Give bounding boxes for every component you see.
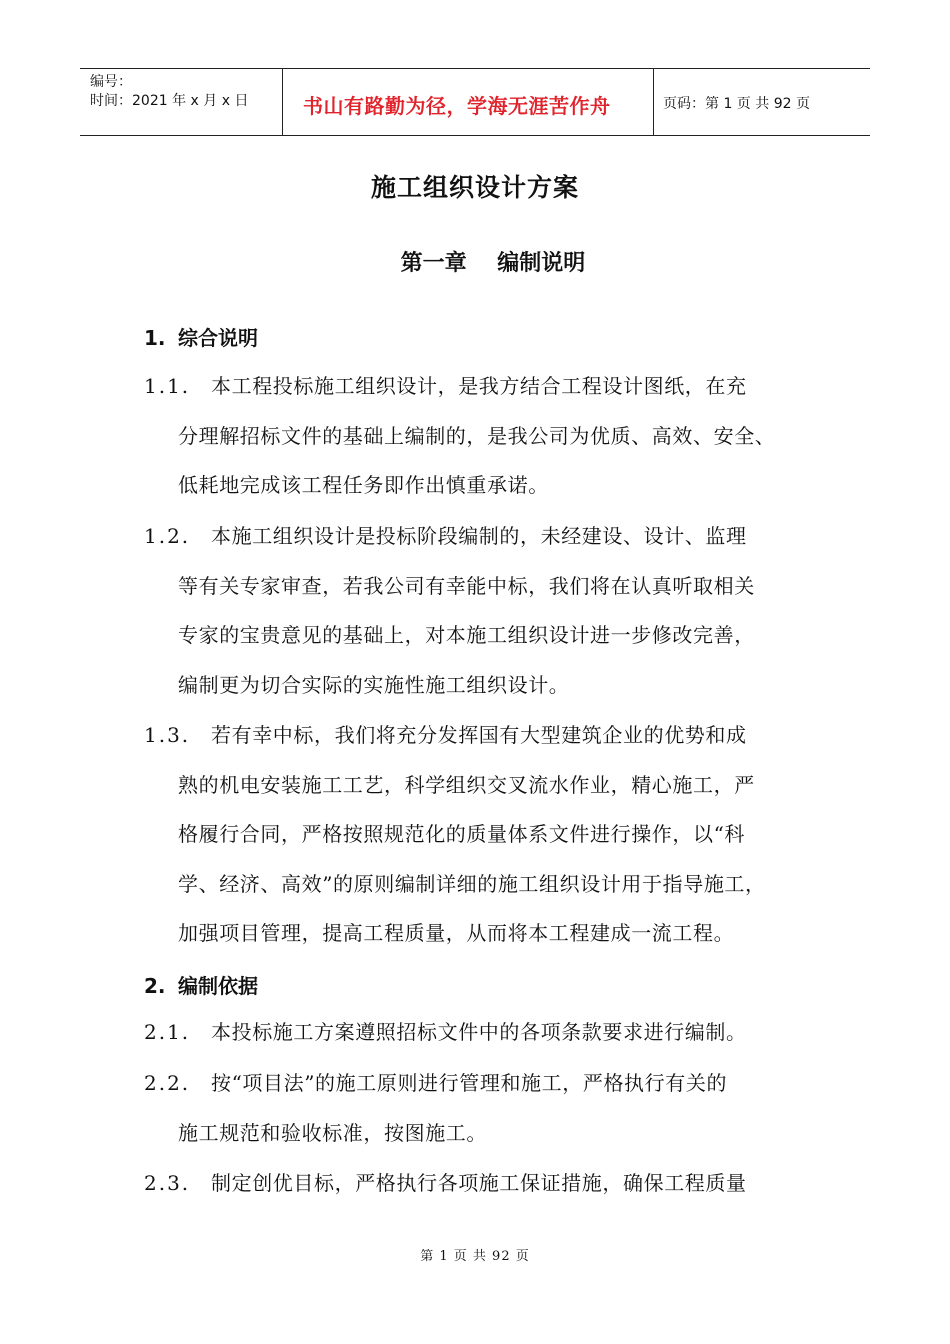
paragraph-line: 制定创优目标，严格执行各项施工保证措施，确保工程质量	[211, 1171, 747, 1195]
section-title: 编制依据	[178, 974, 258, 998]
header-page-info: 页码：第 1 页 共 92 页	[663, 96, 810, 112]
paragraph-line: 施工规范和验收标准，按图施工。	[178, 1120, 487, 1145]
paragraph-line: 按“项目法”的施工原则进行管理和施工，严格执行有关的	[211, 1071, 728, 1095]
paragraph-line: 本施工组织设计是投标阶段编制的，未经建设、设计、监理	[211, 524, 747, 548]
paragraph	[144, 711, 844, 959]
paragraph-line: 专家的宝贵意见的基础上，对本施工组织设计进一步修改完善，	[178, 623, 755, 647]
paragraph-line: 本投标施工方案遵照招标文件中的各项条款要求进行编制。	[211, 1020, 747, 1044]
section-number: 2.	[144, 974, 166, 998]
document-title: 施工组织设计方案	[370, 173, 579, 202]
paragraph-line: 编制更为切合实际的实施性施工组织设计。	[178, 672, 570, 697]
paragraph-number: 2.3.	[144, 1171, 191, 1195]
section-title: 综合说明	[178, 326, 258, 350]
paragraph-line: 熟的机电安装施工工艺，科学组织交叉流水作业，精心施工，严	[178, 772, 755, 797]
paragraph-number: 1.2.	[144, 524, 191, 548]
paragraph-line: 加强项目管理，提高工程质量，从而将本工程建成一流工程。	[178, 921, 735, 945]
paragraph-number: 2.1.	[144, 1020, 191, 1044]
paragraph-line: 格履行合同，严格按照规范化的质量体系文件进行操作，以“科	[178, 822, 746, 846]
paragraph-line: 低耗地完成该工程任务即作出慎重承诺。	[178, 473, 549, 497]
paragraph-line: 学、经济、高效”的原则编制详细的施工组织设计用于指导施工，	[178, 871, 766, 896]
paragraph	[144, 1008, 844, 1058]
page-header	[80, 68, 870, 136]
paragraph-line: 等有关专家审查，若我公司有幸能中标，我们将在认真听取相关	[178, 573, 755, 598]
paragraph	[144, 512, 844, 710]
paragraph-number: 2.2.	[144, 1071, 191, 1095]
page-footer: 第 1 页 共 92 页	[420, 1249, 530, 1264]
paragraph-line: 若有幸中标，我们将充分发挥国有大型建筑企业的优势和成	[211, 723, 747, 747]
section-number: 1.	[144, 326, 166, 350]
section-heading	[144, 322, 258, 351]
paragraph-number: 1.3.	[144, 723, 191, 747]
paragraph-line: 本工程投标施工组织设计，是我方结合工程设计图纸，在充	[211, 374, 747, 398]
paragraph-line: 分理解招标文件的基础上编制的，是我公司为优质、高效、安全、	[178, 423, 776, 448]
document-date: 时间：2021 年 x 月 x 日	[90, 93, 249, 109]
paragraph	[144, 1159, 844, 1209]
section-heading	[144, 970, 258, 999]
paragraph	[144, 362, 844, 511]
header-meta	[80, 69, 282, 135]
header-motto: 书山有路勤为径，学海无涯苦作舟	[282, 69, 654, 135]
paragraph	[144, 1059, 844, 1158]
paragraph-number: 1.1.	[144, 374, 191, 398]
document-number-label: 编号：	[90, 74, 132, 90]
chapter-heading: 第一章 编制说明	[400, 251, 586, 276]
